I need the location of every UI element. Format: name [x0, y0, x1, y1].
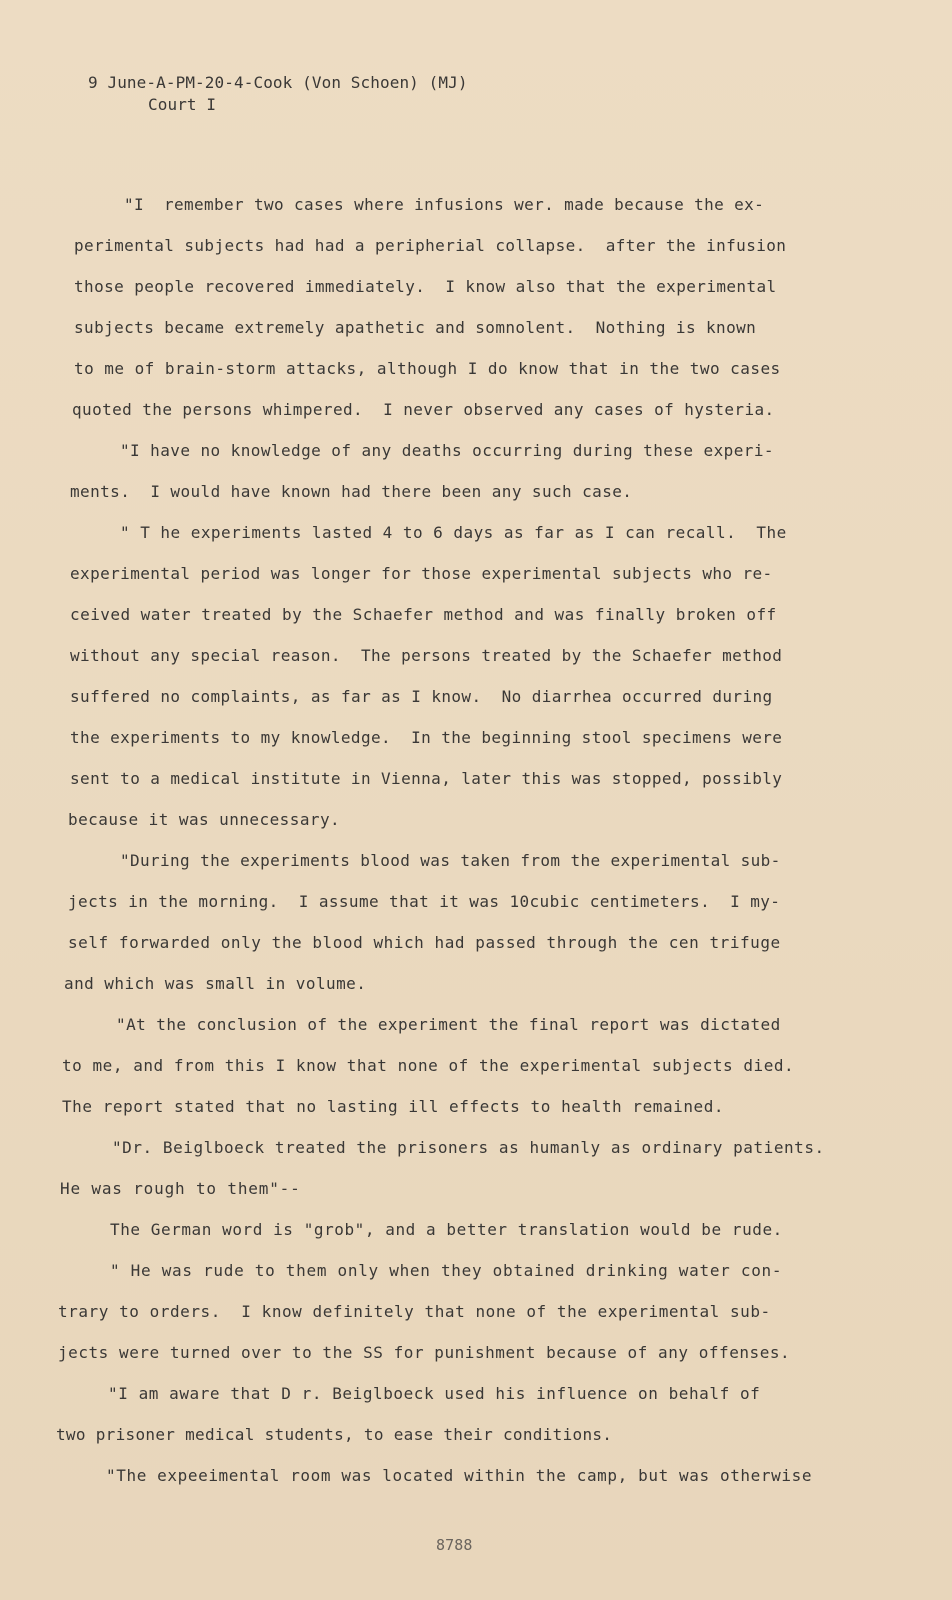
text-line: to me, and from this I know that none of the experimental subjects died.	[62, 1056, 795, 1075]
text-line: trary to orders. I know definitely that none of the experimental sub-	[58, 1302, 771, 1321]
document-header	[88, 72, 468, 116]
text-line: perimental subjects had had a peripherial collapse. after the infusion	[74, 236, 787, 255]
text-line: and which was small in volume.	[64, 974, 367, 993]
header-title: 9 June-A-PM-20-4-Cook (Von Schoen) (MJ)	[88, 73, 468, 92]
text-line: He was rough to them"--	[60, 1179, 301, 1198]
text-line: two prisoner medical students, to ease their conditions.	[56, 1425, 613, 1444]
text-line: The German word is "grob", and a better translation would be rude.	[110, 1220, 783, 1239]
text-line: ments. I would have known had there been any such case.	[70, 482, 633, 501]
text-line: The report stated that no lasting ill effects to health remained.	[62, 1097, 725, 1116]
page-number: 8788	[436, 1536, 473, 1554]
text-line: "I am aware that D r. Beiglboeck used his influence on behalf of	[108, 1384, 761, 1403]
text-line: those people recovered immediately. I know also that the experimental	[74, 277, 777, 296]
text-line: jects in the morning. I assume that it was 10cubic centimeters. I my-	[68, 892, 781, 911]
text-line: "Dr. Beiglboeck treated the prisoners as humanly as ordinary patients.	[112, 1138, 825, 1157]
text-line: "During the experiments blood was taken from the experimental sub-	[120, 851, 781, 870]
text-line: " T he experiments lasted 4 to 6 days as far as I can recall. The	[120, 523, 787, 542]
text-line: subjects became extremely apathetic and somnolent. Nothing is known	[74, 318, 757, 337]
text-line: to me of brain-storm attacks, although I do know that in the two cases	[74, 359, 781, 378]
header-court: Court I	[148, 95, 217, 114]
text-line: "The expeeimental room was located within the camp, but was otherwise	[106, 1466, 813, 1485]
text-line: " He was rude to them only when they obtained drinking water con-	[110, 1261, 783, 1280]
text-line: self forwarded only the blood which had passed through the cen trifuge	[68, 933, 781, 952]
text-line: "I have no knowledge of any deaths occurring during these experi-	[120, 441, 774, 460]
text-line: sent to a medical institute in Vienna, later this was stopped, possibly	[70, 769, 783, 788]
text-line: without any special reason. The persons treated by the Schaefer method	[70, 646, 783, 665]
text-line: the experiments to my knowledge. In the beginning stool specimens were	[70, 728, 783, 747]
text-line: ceived water treated by the Schaefer method and was finally broken off	[70, 605, 777, 624]
text-line: quoted the persons whimpered. I never observed any cases of hysteria.	[72, 400, 775, 419]
text-line: "At the conclusion of the experiment the final report was dictated	[116, 1015, 781, 1034]
text-line: experimental period was longer for those experimental subjects who re-	[70, 564, 773, 583]
text-line: suffered no complaints, as far as I know. No diarrhea occurred during	[70, 687, 773, 706]
text-line: "I remember two cases where infusions wer. made because the ex-	[124, 195, 765, 214]
text-line: because it was unnecessary.	[68, 810, 341, 829]
text-line: jects were turned over to the SS for punishment because of any offenses.	[58, 1343, 791, 1362]
